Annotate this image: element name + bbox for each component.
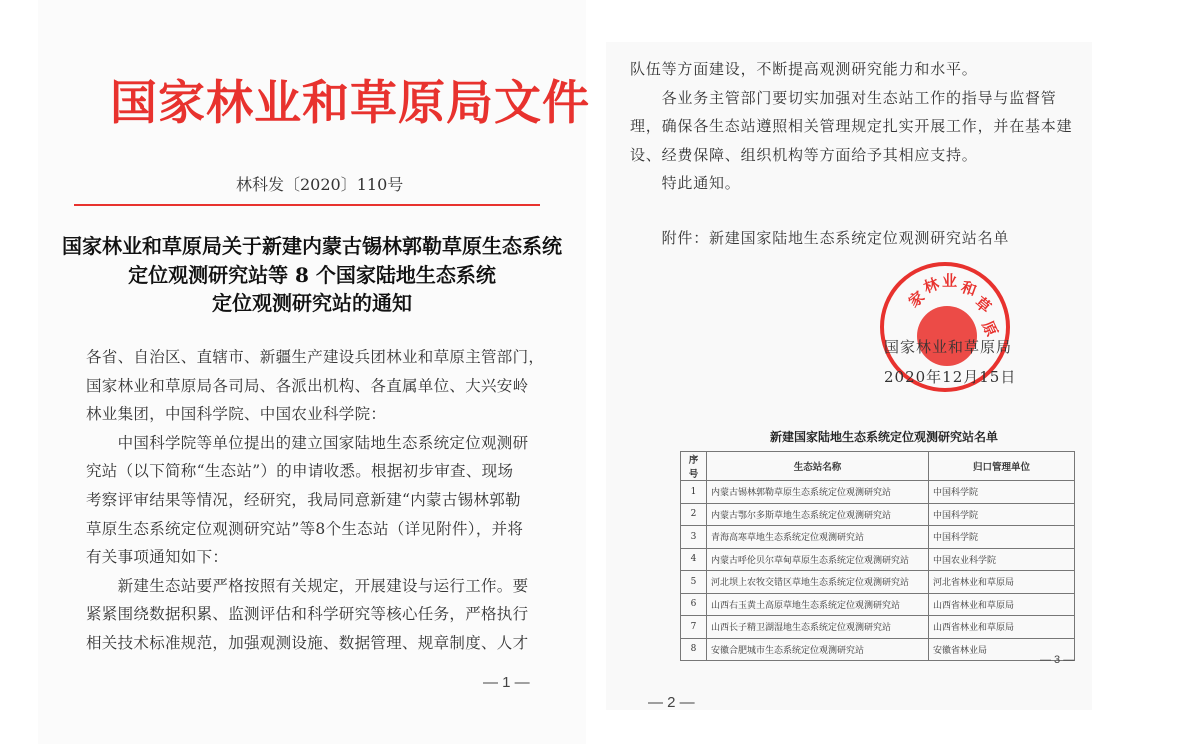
table-row bbox=[681, 526, 1075, 549]
svg-text:原: 原 bbox=[978, 318, 1002, 340]
station-name: 河北坝上农牧交错区草地生态系统定位观测研究站 bbox=[707, 571, 929, 594]
body-line: 相关技术标准规范，加强观测设施、数据管理、规章制度、人才 bbox=[86, 634, 529, 652]
table-row bbox=[681, 638, 1075, 661]
station-name: 山西右玉黄土高原草地生态系统定位观测研究站 bbox=[707, 593, 929, 616]
managing-unit: 中国科学院 bbox=[929, 481, 1075, 504]
station-name: 青海高寒草地生态系统定位观测研究站 bbox=[707, 526, 929, 549]
page-number: — 3 — bbox=[1040, 654, 1075, 666]
column-header: 生态站名称 bbox=[707, 452, 929, 481]
row-number: 2 bbox=[681, 503, 707, 526]
body-line: 理，确保各生态站遵照相关管理规定扎实开展工作，并在基本建 bbox=[630, 117, 1073, 136]
body-line: 各业务主管部门要切实加强对生态站工作的指导与监督管 bbox=[630, 88, 1057, 107]
row-number: 8 bbox=[681, 638, 707, 661]
body-line: 设、经费保障、组织机构等方面给予其相应支持。 bbox=[630, 145, 978, 164]
table-row bbox=[681, 548, 1075, 571]
managing-unit: 山西省林业和草原局 bbox=[929, 593, 1075, 616]
table-row bbox=[681, 481, 1075, 504]
body-line: 中国科学院等单位提出的建立国家陆地生态系统定位观测研 bbox=[86, 433, 529, 452]
managing-unit: 河北省林业和草原局 bbox=[929, 571, 1075, 594]
row-number: 5 bbox=[681, 571, 707, 594]
station-name: 内蒙古鄂尔多斯草地生态系统定位观测研究站 bbox=[707, 503, 929, 526]
body-line: 队伍等方面建设，不断提高观测研究能力和水平。 bbox=[630, 60, 978, 78]
table-row bbox=[681, 593, 1075, 616]
document-number: 林科发〔2020〕110号 bbox=[236, 175, 404, 194]
station-name: 内蒙古呼伦贝尔草甸草原生态系统定位观测研究站 bbox=[707, 548, 929, 571]
page-number: — 2 — bbox=[648, 694, 695, 711]
svg-text:家: 家 bbox=[905, 287, 929, 312]
station-name: 内蒙古锡林郭勒草原生态系统定位观测研究站 bbox=[707, 481, 929, 504]
notice-title-line: 定位观测研究站等 8 个国家陆地生态系统 bbox=[128, 263, 496, 287]
row-number: 7 bbox=[681, 616, 707, 639]
body-line: 有关事项通知如下： bbox=[86, 548, 229, 567]
station-name: 安徽合肥城市生态系统定位观测研究站 bbox=[707, 638, 929, 661]
signing-date: 2020年12月15日 bbox=[884, 368, 1017, 386]
managing-unit: 山西省林业和草原局 bbox=[929, 616, 1075, 639]
body-line: 各省、自治区、直辖市、新疆生产建设兵团林业和草原主管部门， bbox=[86, 348, 545, 366]
managing-unit: 中国科学院 bbox=[929, 526, 1075, 549]
signature: 国家林业和草原局 bbox=[884, 338, 1013, 356]
document-header: 国家林业和草原局文件 bbox=[110, 76, 590, 131]
body-line: 紧紧围绕数据积累、监测评估和科学研究等核心任务，严格执行 bbox=[86, 605, 529, 624]
table-row bbox=[681, 571, 1075, 594]
column-header: 归口管理单位 bbox=[929, 452, 1075, 481]
row-number: 1 bbox=[681, 481, 707, 504]
svg-text:业: 业 bbox=[942, 272, 958, 290]
managing-unit: 中国农业科学院 bbox=[929, 548, 1075, 571]
body-line: 特此通知。 bbox=[630, 174, 741, 193]
body-line: 附件：新建国家陆地生态系统定位观测研究站名单 bbox=[630, 229, 1010, 247]
svg-text:草: 草 bbox=[971, 293, 995, 317]
body-line: 考察评审结果等情况，经研究，我局同意新建“内蒙古锡林郭勒 bbox=[86, 491, 521, 509]
managing-unit: 安徽省林业局 bbox=[929, 638, 1075, 661]
body-line: 新建生态站要严格按照有关规定，开展建设与运行工作。要 bbox=[86, 576, 529, 595]
svg-text:和: 和 bbox=[958, 277, 979, 300]
column-header: 序号 bbox=[681, 452, 707, 481]
notice-title-line: 定位观测研究站的通知 bbox=[212, 291, 412, 315]
table-row bbox=[681, 616, 1075, 639]
body-line: 林业集团，中国科学院、中国农业科学院： bbox=[86, 405, 387, 424]
body-line: 草原生态系统定位观测研究站”等8个生态站（详见附件），并将 bbox=[86, 519, 524, 538]
managing-unit: 中国科学院 bbox=[929, 503, 1075, 526]
row-number: 6 bbox=[681, 593, 707, 616]
row-number: 4 bbox=[681, 548, 707, 571]
table-title: 新建国家陆地生态系统定位观测研究站名单 bbox=[770, 430, 999, 444]
page-number: — 1 — bbox=[483, 674, 530, 691]
notice-title-line: 国家林业和草原局关于新建内蒙古锡林郭勒草原生态系统 bbox=[62, 234, 562, 258]
svg-text:林: 林 bbox=[921, 274, 942, 297]
table-row bbox=[681, 503, 1075, 526]
station-name: 山西长子精卫湖湿地生态系统定位观测研究站 bbox=[707, 616, 929, 639]
page-1 bbox=[38, 0, 590, 744]
station-list-table bbox=[680, 451, 1075, 661]
body-line: 国家林业和草原局各司局、各派出机构、各直属单位、大兴安岭 bbox=[86, 376, 529, 395]
row-number: 3 bbox=[681, 526, 707, 549]
body-line: 究站（以下简称“生态站”）的申请收悉。根据初步审查、现场 bbox=[86, 462, 514, 481]
red-divider bbox=[74, 204, 540, 206]
